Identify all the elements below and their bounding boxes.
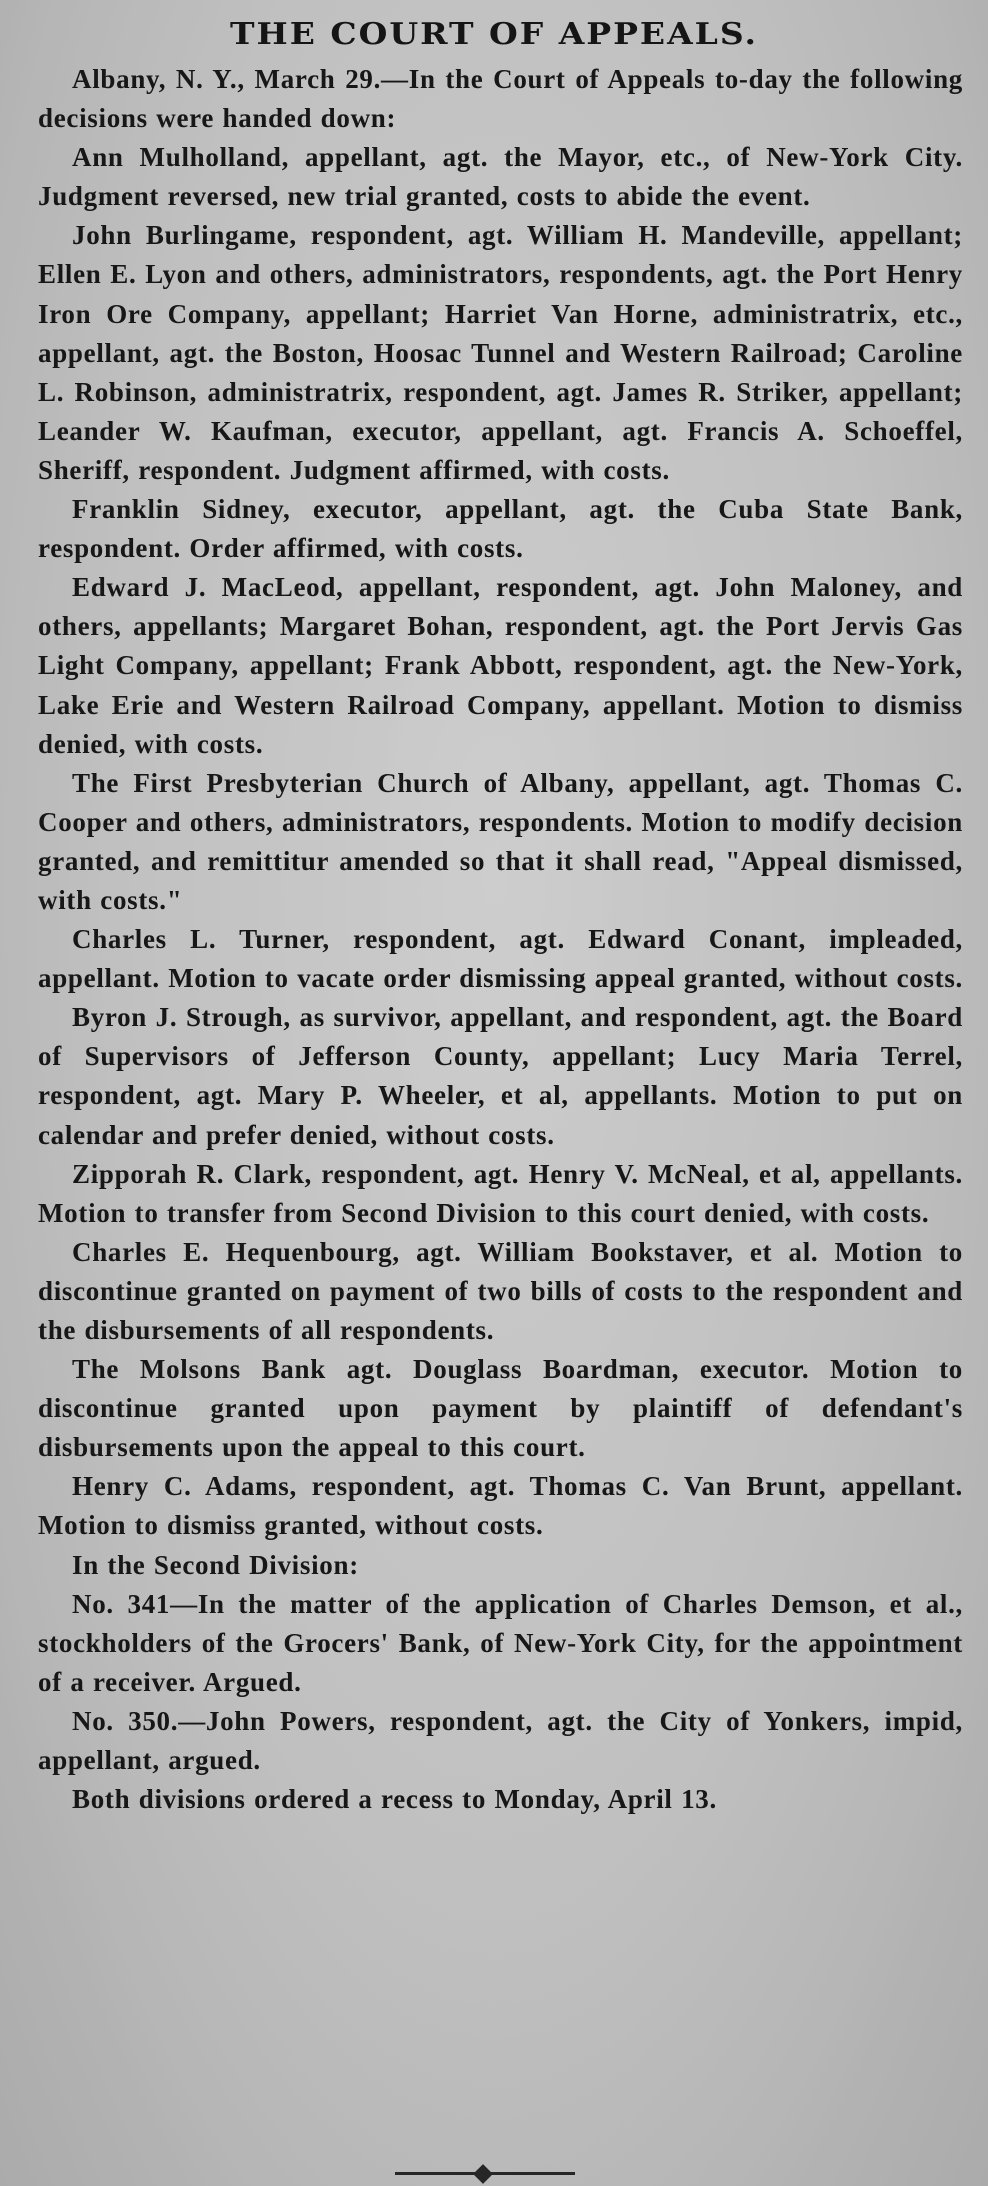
decision-paragraph: No. 350.—John Powers, respondent, agt. the City of Yonkers, impid, appellant, argued. <box>38 1705 963 1776</box>
article-headline: THE COURT OF APPEALS. <box>229 15 759 52</box>
decision-paragraph: John Burlingame, respondent, agt. William H. Mandeville, appellant; Ellen E. Lyon and others, administrators, respondents, agt. the Port Henry Iron Ore Company, appellant; Harriet Van Horne, administratrix, etc., appellant, agt. the Boston, Hoosac Tunnel and Western Railroad; Caroline L. Robinson, administratrix, respondent, agt. James R. Striker, appellant; Leander W. Kaufman, executor, appellant, agt. Francis A. Schoeffel, Sheriff, respondent. Judgment affirmed, with costs. <box>38 220 963 485</box>
decision-paragraph: Charles L. Turner, respondent, agt. Edward Conant, impleaded, appellant. Motion to vacate order dismissing appeal granted, without costs. <box>38 924 964 994</box>
decision-paragraph: Zipporah R. Clark, respondent, agt. Henry V. McNeal, et al, appellants. Motion to transfer from Second Division to this court denied, with costs. <box>38 1158 963 1228</box>
article-body <box>38 60 963 1819</box>
decision-paragraph: The First Presbyterian Church of Albany, appellant, agt. Thomas C. Cooper and others, administrators, respondents. Motion to modify decision granted, and remittitur amended so that it shall read, "Appeal dismissed, with costs." <box>38 767 963 915</box>
decision-paragraph: Franklin Sidney, executor, appellant, agt. the Cuba State Bank, respondent. Order affirmed, with costs. <box>38 494 963 564</box>
rule-ornament-icon <box>473 2164 493 2184</box>
decision-paragraph: Charles E. Hequenbourg, agt. William Bookstaver, et al. Motion to discontinue granted on payment of two bills of costs to the respondent and the disbursements of all respondents. <box>38 1236 963 1345</box>
decision-paragraph: Ann Mulholland, appellant, agt. the Mayor, etc., of New-York City. Judgment reversed, new trial granted, costs to abide the event. <box>38 142 963 212</box>
decision-paragraph: Henry C. Adams, respondent, agt. Thomas C. Van Brunt, appellant. Motion to dismiss granted, without costs. <box>38 1471 963 1541</box>
decision-paragraph: Edward J. MacLeod, appellant, respondent, agt. John Maloney, and others, appellants; Margaret Bohan, respondent, agt. the Port Jervis Gas Light Company, appellant; Frank Abbott, respondent, agt. the New-York, Lake Erie and Western Railroad Company, appellant. Motion to dismiss denied, with costs. <box>38 572 963 759</box>
dateline-paragraph: Albany, N. Y., March 29.—In the Court of Appeals to-day the following decisions were handed down: <box>38 64 963 134</box>
decision-paragraph: Byron J. Strough, as survivor, appellant, and respondent, agt. the Board of Supervisors of Jefferson County, appellant; Lucy Maria Terrel, respondent, agt. Mary P. Wheeler, et al, appellants. Motion to put on calendar and prefer denied, without costs. <box>38 1002 963 1150</box>
decision-paragraph: The Molsons Bank agt. Douglass Boardman, executor. Motion to discontinue granted upon payment by plaintiff of defendant's disbursements upon the appeal to this court. <box>38 1354 963 1463</box>
decision-paragraph: No. 341—In the matter of the application of Charles Demson, et al., stockholders of the Grocers' Bank, of New-York City, for the appointment of a receiver. Argued. <box>38 1588 963 1697</box>
closing-paragraph: Both divisions ordered a recess to Monday, April 13. <box>72 1784 717 1815</box>
section-heading: In the Second Division: <box>72 1549 359 1580</box>
